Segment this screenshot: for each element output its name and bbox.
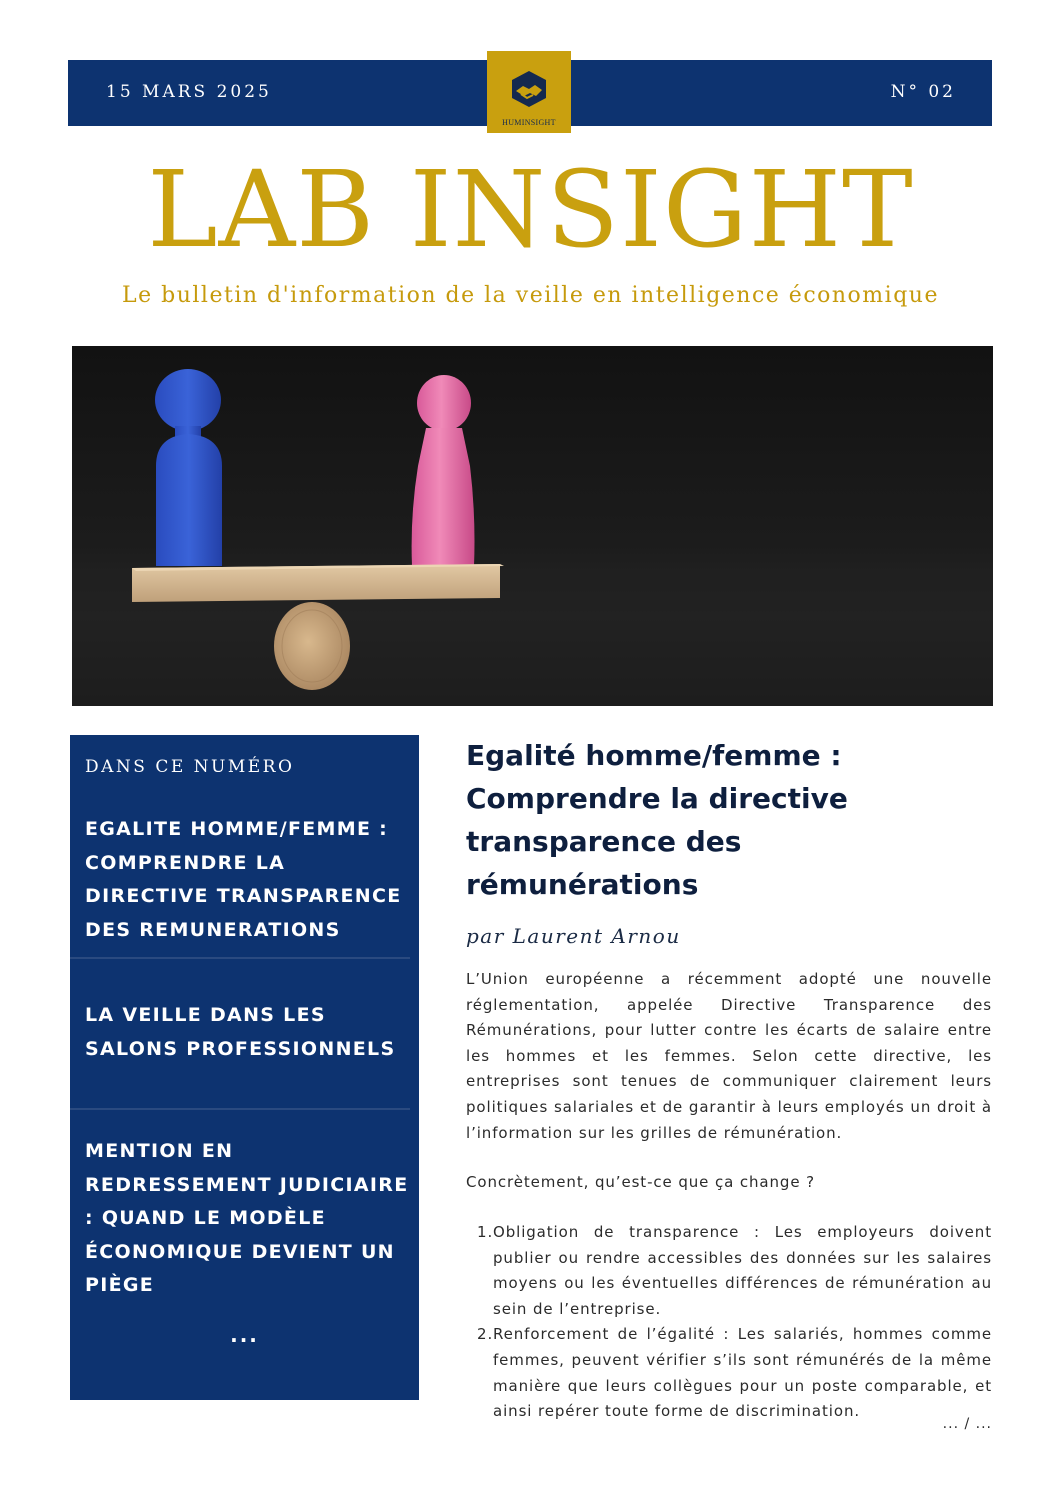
- toc-item-equality[interactable]: EGALITE HOMME/FEMME : COMPRENDRE LA DIRECTIVE TRANSPARENCE DES REMUNERATIONS: [85, 818, 402, 941]
- article-paragraph: L’Union européenne a récemment adopté une nouvelle réglementation, appelée Directive Transparence des Rémunérations, pour lutter contre les écarts de salaire entre les hommes et les femmes. Selon cette directive, les entreprises sont tenues de communiquer clairement leurs politiques salariales et de garantir à leurs employés un droit à l’information sur les grilles de rémunération.: [466, 970, 992, 1142]
- article-paragraph: Concrètement, qu’est-ce que ça change ?: [466, 1173, 815, 1191]
- divider: [70, 957, 410, 959]
- list-text: Obligation de transparence : Les employeurs doivent publier ou rendre accessibles des données sur les salaires moyens ou les éventuelles différences de rémunération au sein de l’entreprise.: [493, 1223, 992, 1318]
- toc-item-trade-shows[interactable]: LA VEILLE DANS LES SALONS PROFESSIONNELS: [85, 1004, 396, 1060]
- toc-more: ...: [230, 1323, 259, 1347]
- list-text: Renforcement de l’égalité : Les salariés, hommes comme femmes, peuvent vérifier s’ils sont rémunérés de la même manière que leurs collègues pour un poste comparable, et ainsi repérer toute forme de discrimination.: [493, 1325, 992, 1421]
- divider: [70, 1108, 410, 1110]
- issue-number: N° 02: [890, 82, 956, 102]
- list-number: 2.: [477, 1325, 494, 1344]
- seesaw-figures-photo: [72, 346, 993, 706]
- panel-heading: DANS CE NUMÉRO: [85, 757, 295, 777]
- continued-marker: ... / ...: [942, 1416, 992, 1432]
- list-number: 1.: [477, 1223, 494, 1241]
- article-list: [466, 1220, 992, 1425]
- toc-item-receivership[interactable]: MENTION EN REDRESSEMENT JUDICIAIRE : QUAND LE MODÈLE ÉCONOMIQUE DEVIENT UN PIÈGE: [85, 1140, 409, 1296]
- list-item: [466, 1322, 992, 1424]
- huminsight-logo: [487, 51, 571, 133]
- list-item: [466, 1220, 992, 1322]
- issue-date: 15 MARS 2025: [106, 82, 272, 102]
- article-title: Egalité homme/femme : Comprendre la directive transparence des rémunérations: [466, 739, 848, 901]
- in-this-issue-panel: [70, 735, 419, 1400]
- logo-label: HUMINSIGHT: [502, 118, 556, 127]
- masthead-tagline: Le bulletin d'information de la veille en intelligence économique: [122, 283, 939, 308]
- masthead-title: LAB INSIGHT: [147, 148, 914, 271]
- hero-image: [72, 346, 993, 706]
- article-byline: par Laurent Arnou: [466, 924, 681, 948]
- handshake-hexagon-icon: [507, 69, 551, 109]
